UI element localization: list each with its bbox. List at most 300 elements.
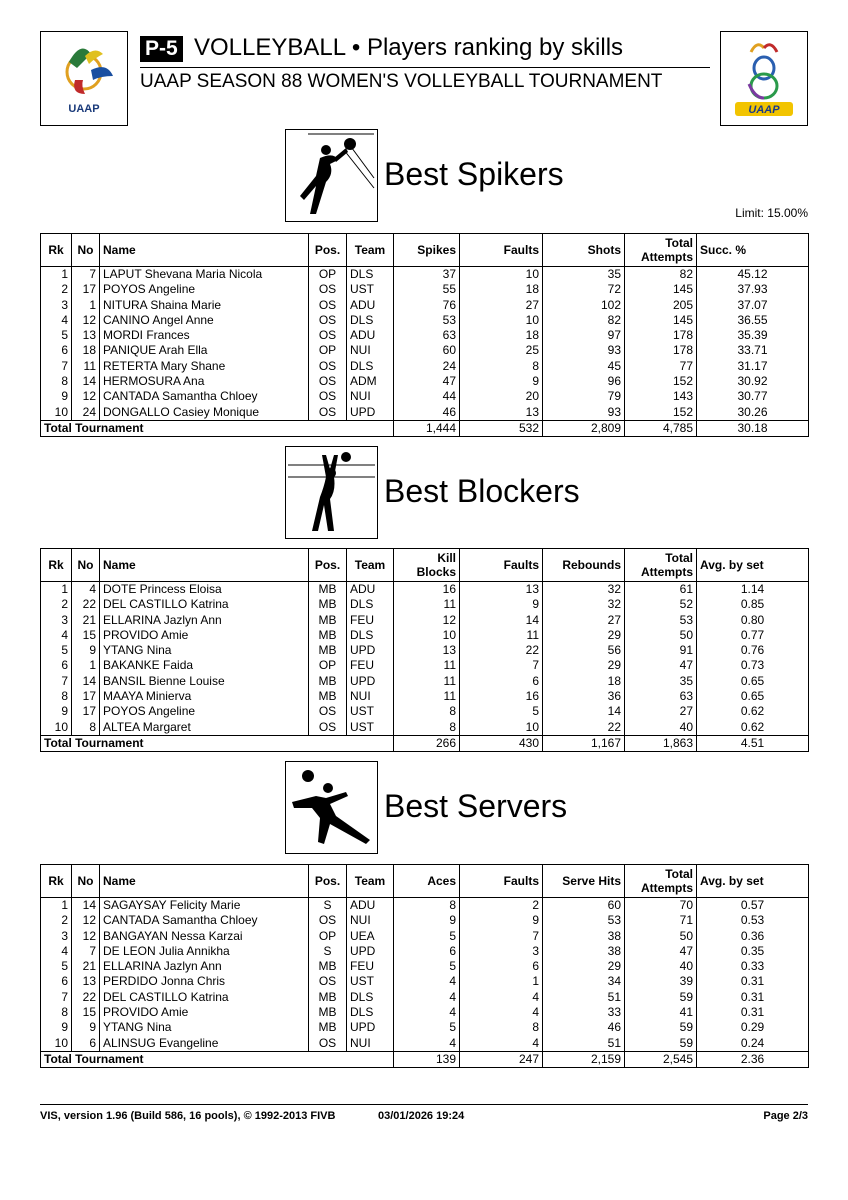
cell-total-attempts: 178: [625, 328, 697, 343]
col-rank: Rk: [41, 549, 72, 582]
footer-divider: [40, 1104, 808, 1105]
col-serve-hits: Serve Hits: [543, 865, 625, 898]
col-total-attempts: Total Attempts: [625, 549, 697, 582]
blocker-pictogram-icon: [285, 446, 378, 539]
servers-title: Best Servers: [384, 788, 568, 824]
cell-position: MB: [309, 597, 347, 612]
cell-name: YTANG Nina: [100, 643, 309, 658]
col-total-attempts: Total Attempts: [625, 234, 697, 267]
cell-stat1: 46: [394, 405, 460, 421]
cell-team: ADU: [347, 328, 394, 343]
cell-rank: 10: [41, 720, 72, 736]
title-divider: [140, 67, 710, 68]
cell-team: NUI: [347, 1036, 394, 1052]
cell-rate: 0.65: [697, 674, 809, 689]
table-row: [41, 959, 809, 974]
cell-faults: 9: [460, 597, 543, 612]
cell-name: POYOS Angeline: [100, 282, 309, 297]
cell-total-attempts: 35: [625, 674, 697, 689]
cell-stat3: 35: [543, 267, 625, 283]
cell-number: 24: [72, 405, 100, 421]
cell-rank: 2: [41, 597, 72, 612]
cell-rate: 0.31: [697, 974, 809, 989]
cell-position: OP: [309, 267, 347, 283]
cell-rank: 6: [41, 343, 72, 358]
col-success-pct: Succ. %: [697, 234, 809, 267]
table-row: [41, 658, 809, 673]
cell-position: OS: [309, 913, 347, 928]
cell-position: OS: [309, 720, 347, 736]
cell-stat3: 29: [543, 959, 625, 974]
cell-team: UPD: [347, 674, 394, 689]
cell-name: BANGAYAN Nessa Karzai: [100, 929, 309, 944]
cell-stat3: 22: [543, 720, 625, 736]
col-aces: Aces: [394, 865, 460, 898]
table-header-row: [41, 234, 809, 267]
cell-position: S: [309, 898, 347, 914]
cell-rank: 8: [41, 374, 72, 389]
col-position: Pos.: [309, 865, 347, 898]
cell-total-attempts: 63: [625, 689, 697, 704]
table-row: [41, 1020, 809, 1035]
cell-faults: 16: [460, 689, 543, 704]
col-avg-by-set: Avg. by set: [697, 549, 809, 582]
cell-total-attempts: 52: [625, 597, 697, 612]
cell-stat3: 29: [543, 628, 625, 643]
spiker-pictogram-icon: [285, 129, 378, 222]
cell-rank: 5: [41, 328, 72, 343]
cell-position: MB: [309, 689, 347, 704]
page-title: VOLLEYBALL • Players ranking by skills: [194, 34, 624, 61]
cell-stat3: 18: [543, 674, 625, 689]
cell-rate: 0.62: [697, 720, 809, 736]
cell-faults: 1: [460, 974, 543, 989]
col-faults: Faults: [460, 549, 543, 582]
table-row: [41, 689, 809, 704]
cell-stat3: 97: [543, 328, 625, 343]
total-label: Total Tournament: [41, 735, 394, 751]
cell-stat1: 12: [394, 613, 460, 628]
cell-name: PROVIDO Amie: [100, 1005, 309, 1020]
cell-faults: 25: [460, 343, 543, 358]
cell-faults: 10: [460, 267, 543, 283]
cell-faults: 22: [460, 643, 543, 658]
cell-rate: 0.85: [697, 597, 809, 612]
cell-faults: 3: [460, 944, 543, 959]
cell-total-attempts: 178: [625, 343, 697, 358]
cell-number: 13: [72, 328, 100, 343]
cell-rate: 31.17: [697, 359, 809, 374]
cell-name: HERMOSURA Ana: [100, 374, 309, 389]
cell-total-attempts: 53: [625, 613, 697, 628]
total-cell: 247: [460, 1051, 543, 1067]
cell-faults: 27: [460, 298, 543, 313]
cell-rate: 0.24: [697, 1036, 809, 1052]
total-cell: 2,159: [543, 1051, 625, 1067]
table-row: [41, 898, 809, 914]
cell-stat1: 11: [394, 674, 460, 689]
cell-total-attempts: 82: [625, 267, 697, 283]
footer-page: Page 2/3: [763, 1110, 808, 1122]
cell-stat1: 4: [394, 990, 460, 1005]
cell-position: OS: [309, 359, 347, 374]
cell-position: OS: [309, 974, 347, 989]
spikers-title: Best Spikers: [384, 156, 564, 192]
cell-name: DE LEON Julia Annikha: [100, 944, 309, 959]
cell-position: MB: [309, 1005, 347, 1020]
cell-rate: 0.53: [697, 913, 809, 928]
cell-rate: 0.65: [697, 689, 809, 704]
cell-team: ADU: [347, 898, 394, 914]
cell-stat1: 76: [394, 298, 460, 313]
cell-name: DONGALLO Casiey Monique: [100, 405, 309, 421]
cell-rank: 1: [41, 898, 72, 914]
cell-rate: 0.36: [697, 929, 809, 944]
table-row: [41, 913, 809, 928]
cell-faults: 2: [460, 898, 543, 914]
cell-number: 12: [72, 313, 100, 328]
server-pictogram-icon: [285, 761, 378, 854]
cell-rank: 4: [41, 944, 72, 959]
cell-number: 15: [72, 628, 100, 643]
total-cell: 430: [460, 735, 543, 751]
cell-stat1: 4: [394, 974, 460, 989]
cell-rate: 35.39: [697, 328, 809, 343]
servers-table: [40, 864, 809, 1068]
table-row: [41, 944, 809, 959]
cell-rank: 8: [41, 689, 72, 704]
cell-team: UST: [347, 974, 394, 989]
cell-name: PROVIDO Amie: [100, 628, 309, 643]
cell-total-attempts: 40: [625, 720, 697, 736]
cell-stat3: 36: [543, 689, 625, 704]
cell-position: OS: [309, 282, 347, 297]
cell-total-attempts: 152: [625, 405, 697, 421]
cell-number: 21: [72, 959, 100, 974]
cell-rate: 30.92: [697, 374, 809, 389]
cell-total-attempts: 47: [625, 944, 697, 959]
cell-number: 7: [72, 267, 100, 283]
cell-name: LAPUT Shevana Maria Nicola: [100, 267, 309, 283]
cell-stat1: 5: [394, 959, 460, 974]
table-row: [41, 328, 809, 343]
cell-stat1: 37: [394, 267, 460, 283]
cell-rank: 4: [41, 313, 72, 328]
total-cell: 139: [394, 1051, 460, 1067]
cell-stat3: 33: [543, 1005, 625, 1020]
cell-rate: 33.71: [697, 343, 809, 358]
cell-name: DEL CASTILLO Katrina: [100, 990, 309, 1005]
table-row: [41, 929, 809, 944]
cell-stat1: 55: [394, 282, 460, 297]
cell-rank: 10: [41, 1036, 72, 1052]
table-row: [41, 643, 809, 658]
table-row: [41, 674, 809, 689]
cell-stat1: 63: [394, 328, 460, 343]
cell-stat1: 8: [394, 720, 460, 736]
cell-stat3: 38: [543, 944, 625, 959]
col-rebounds: Rebounds: [543, 549, 625, 582]
cell-rate: 0.31: [697, 1005, 809, 1020]
cell-position: OS: [309, 1036, 347, 1052]
cell-rate: 0.76: [697, 643, 809, 658]
cell-stat3: 27: [543, 613, 625, 628]
cell-name: ELLARINA Jazlyn Ann: [100, 613, 309, 628]
total-row: [41, 1051, 809, 1067]
cell-total-attempts: 70: [625, 898, 697, 914]
report-code: P-5: [140, 36, 183, 62]
table-row: [41, 298, 809, 313]
cell-stat3: 72: [543, 282, 625, 297]
cell-stat3: 51: [543, 1036, 625, 1052]
cell-stat1: 8: [394, 704, 460, 719]
cell-rate: 37.93: [697, 282, 809, 297]
col-rank: Rk: [41, 865, 72, 898]
cell-stat1: 11: [394, 658, 460, 673]
total-row: [41, 735, 809, 751]
cell-position: OS: [309, 298, 347, 313]
cell-name: CANTADA Samantha Chloey: [100, 389, 309, 404]
cell-rank: 9: [41, 1020, 72, 1035]
cell-stat1: 5: [394, 1020, 460, 1035]
cell-faults: 20: [460, 389, 543, 404]
col-team: Team: [347, 549, 394, 582]
cell-name: SAGAYSAY Felicity Marie: [100, 898, 309, 914]
cell-team: FEU: [347, 959, 394, 974]
cell-position: OS: [309, 704, 347, 719]
cell-faults: 4: [460, 1005, 543, 1020]
cell-stat3: 102: [543, 298, 625, 313]
cell-stat3: 46: [543, 1020, 625, 1035]
cell-stat3: 79: [543, 389, 625, 404]
cell-rate: 30.26: [697, 405, 809, 421]
cell-number: 12: [72, 389, 100, 404]
total-cell: 2,545: [625, 1051, 697, 1067]
cell-rate: 0.31: [697, 990, 809, 1005]
total-cell: 4,785: [625, 420, 697, 436]
cell-rate: 45.12: [697, 267, 809, 283]
cell-total-attempts: 50: [625, 628, 697, 643]
total-cell: 1,863: [625, 735, 697, 751]
cell-name: PANIQUE Arah Ella: [100, 343, 309, 358]
cell-team: UST: [347, 704, 394, 719]
table-row: [41, 597, 809, 612]
cell-rate: 1.14: [697, 582, 809, 598]
cell-stat1: 4: [394, 1036, 460, 1052]
cell-team: NUI: [347, 389, 394, 404]
blockers-table: [40, 548, 809, 752]
cell-name: MORDI Frances: [100, 328, 309, 343]
cell-number: 22: [72, 990, 100, 1005]
cell-name: DOTE Princess Eloisa: [100, 582, 309, 598]
table-row: [41, 1005, 809, 1020]
col-name: Name: [100, 234, 309, 267]
cell-stat3: 96: [543, 374, 625, 389]
cell-team: UPD: [347, 1020, 394, 1035]
spikers-table: [40, 233, 809, 437]
cell-rate: 0.73: [697, 658, 809, 673]
cell-total-attempts: 59: [625, 990, 697, 1005]
footer-version: VIS, version 1.96 (Build 586, 16 pools), © 1992-2013 FIVB: [40, 1110, 336, 1122]
cell-stat3: 56: [543, 643, 625, 658]
cell-faults: 8: [460, 359, 543, 374]
cell-stat1: 9: [394, 913, 460, 928]
col-spikes: Spikes: [394, 234, 460, 267]
cell-number: 17: [72, 282, 100, 297]
cell-total-attempts: 59: [625, 1036, 697, 1052]
cell-stat1: 11: [394, 597, 460, 612]
cell-team: DLS: [347, 990, 394, 1005]
cell-number: 18: [72, 343, 100, 358]
cell-total-attempts: 77: [625, 359, 697, 374]
cell-position: OS: [309, 405, 347, 421]
cell-team: DLS: [347, 597, 394, 612]
cell-faults: 4: [460, 1036, 543, 1052]
cell-stat3: 93: [543, 405, 625, 421]
cell-stat3: 34: [543, 974, 625, 989]
cell-total-attempts: 143: [625, 389, 697, 404]
cell-number: 17: [72, 704, 100, 719]
cell-number: 22: [72, 597, 100, 612]
cell-total-attempts: 61: [625, 582, 697, 598]
cell-number: 17: [72, 689, 100, 704]
cell-rank: 6: [41, 974, 72, 989]
cell-total-attempts: 40: [625, 959, 697, 974]
total-cell: 4.51: [697, 735, 809, 751]
cell-name: POYOS Angeline: [100, 704, 309, 719]
cell-position: OS: [309, 374, 347, 389]
cell-number: 13: [72, 974, 100, 989]
cell-rank: 5: [41, 959, 72, 974]
table-row: [41, 628, 809, 643]
cell-stat1: 5: [394, 929, 460, 944]
col-rank: Rk: [41, 234, 72, 267]
table-row: [41, 359, 809, 374]
cell-rank: 1: [41, 267, 72, 283]
cell-number: 14: [72, 898, 100, 914]
col-faults: Faults: [460, 234, 543, 267]
cell-stat1: 47: [394, 374, 460, 389]
total-label: Total Tournament: [41, 1051, 394, 1067]
cell-stat1: 24: [394, 359, 460, 374]
cell-rate: 0.33: [697, 959, 809, 974]
total-cell: 1,444: [394, 420, 460, 436]
cell-stat3: 93: [543, 343, 625, 358]
cell-position: MB: [309, 582, 347, 598]
cell-team: ADM: [347, 374, 394, 389]
cell-total-attempts: 39: [625, 974, 697, 989]
cell-name: YTANG Nina: [100, 1020, 309, 1035]
cell-team: NUI: [347, 343, 394, 358]
cell-number: 4: [72, 582, 100, 598]
cell-position: MB: [309, 674, 347, 689]
cell-stat1: 53: [394, 313, 460, 328]
cell-stat3: 82: [543, 313, 625, 328]
cell-team: UST: [347, 720, 394, 736]
cell-total-attempts: 145: [625, 313, 697, 328]
cell-total-attempts: 59: [625, 1020, 697, 1035]
limit-label: Limit: 15.00%: [735, 206, 808, 220]
cell-rate: 0.80: [697, 613, 809, 628]
cell-number: 12: [72, 913, 100, 928]
cell-faults: 4: [460, 990, 543, 1005]
table-row: [41, 282, 809, 297]
cell-total-attempts: 91: [625, 643, 697, 658]
cell-faults: 14: [460, 613, 543, 628]
cell-team: FEU: [347, 613, 394, 628]
cell-faults: 6: [460, 674, 543, 689]
table-row: [41, 720, 809, 736]
cell-name: BANSIL Bienne Louise: [100, 674, 309, 689]
col-kill-blocks: Kill Blocks: [394, 549, 460, 582]
cell-rank: 10: [41, 405, 72, 421]
cell-rate: 37.07: [697, 298, 809, 313]
cell-rank: 3: [41, 298, 72, 313]
cell-number: 9: [72, 643, 100, 658]
cell-position: MB: [309, 628, 347, 643]
blockers-title: Best Blockers: [384, 473, 580, 509]
cell-faults: 13: [460, 405, 543, 421]
total-cell: 30.18: [697, 420, 809, 436]
cell-rank: 3: [41, 929, 72, 944]
cell-team: DLS: [347, 359, 394, 374]
cell-rank: 6: [41, 658, 72, 673]
cell-team: UEA: [347, 929, 394, 944]
table-row: [41, 613, 809, 628]
cell-position: OP: [309, 343, 347, 358]
cell-faults: 7: [460, 658, 543, 673]
cell-team: ADU: [347, 582, 394, 598]
cell-stat3: 51: [543, 990, 625, 1005]
cell-number: 8: [72, 720, 100, 736]
cell-position: OS: [309, 313, 347, 328]
table-header-row: [41, 865, 809, 898]
table-header-row: [41, 549, 809, 582]
cell-rank: 7: [41, 674, 72, 689]
total-label: Total Tournament: [41, 420, 394, 436]
table-row: [41, 389, 809, 404]
total-cell: 1,167: [543, 735, 625, 751]
cell-rank: 4: [41, 628, 72, 643]
cell-team: ADU: [347, 298, 394, 313]
cell-team: DLS: [347, 267, 394, 283]
cell-number: 15: [72, 1005, 100, 1020]
cell-faults: 18: [460, 282, 543, 297]
col-number: No: [72, 234, 100, 267]
table-row: [41, 313, 809, 328]
table-row: [41, 990, 809, 1005]
cell-team: DLS: [347, 1005, 394, 1020]
cell-total-attempts: 71: [625, 913, 697, 928]
footer-datetime: 03/01/2026 19:24: [378, 1110, 465, 1122]
cell-total-attempts: 205: [625, 298, 697, 313]
cell-total-attempts: 27: [625, 704, 697, 719]
table-row: [41, 704, 809, 719]
table-row: [41, 974, 809, 989]
svg-text:UAAP: UAAP: [748, 104, 780, 116]
cell-faults: 8: [460, 1020, 543, 1035]
cell-team: FEU: [347, 658, 394, 673]
cell-position: OP: [309, 658, 347, 673]
cell-number: 6: [72, 1036, 100, 1052]
table-row: [41, 343, 809, 358]
cell-stat3: 14: [543, 704, 625, 719]
cell-number: 14: [72, 374, 100, 389]
page-subtitle: UAAP SEASON 88 WOMEN'S VOLLEYBALL TOURNAMENT: [140, 71, 663, 92]
cell-position: MB: [309, 959, 347, 974]
cell-stat1: 4: [394, 1005, 460, 1020]
cell-stat3: 60: [543, 898, 625, 914]
